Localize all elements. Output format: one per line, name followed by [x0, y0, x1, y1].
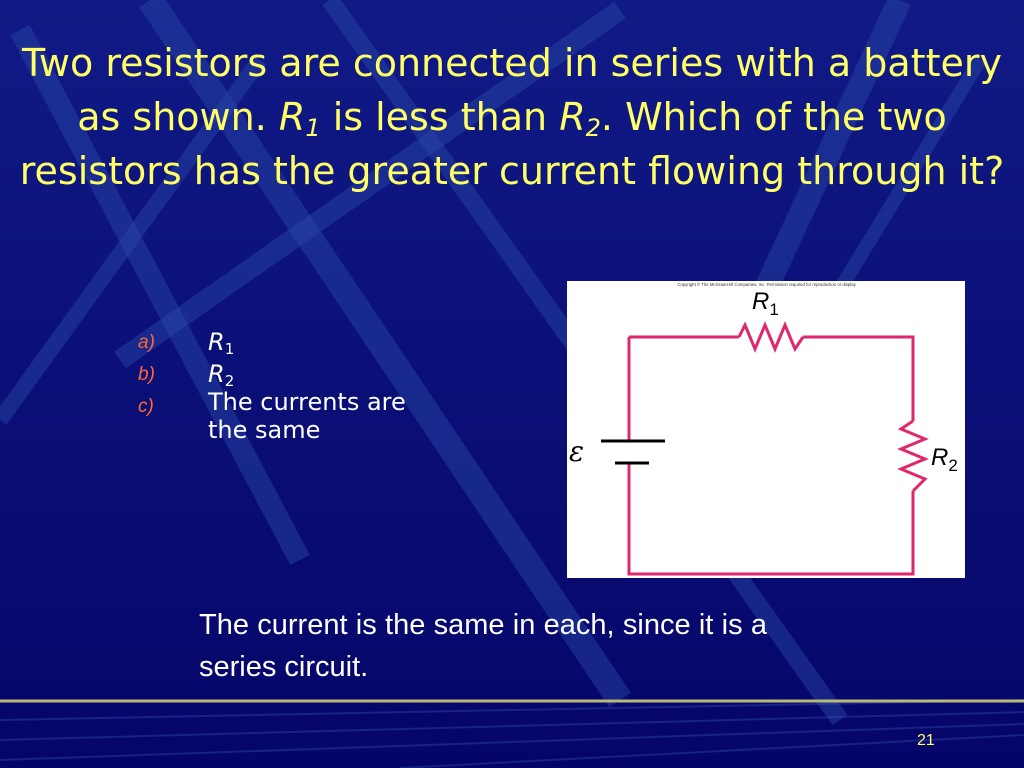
r1-label: $R_1$ [752, 288, 779, 319]
question-text: Two resistors are connected in series with a battery as shown. $R_1$ is less than $R_2$. Which of the two resistors has the greater current flowing through it? [19, 41, 1005, 193]
resistor-r1 [739, 325, 803, 349]
answer-explanation: The current is the same in each, since it is a series circuit. [199, 609, 767, 683]
question-part2: is less than [332, 95, 548, 139]
question-part4: Which of the two resistors has the greater current flowing through it? [19, 95, 1005, 193]
emf-label: ε [569, 435, 585, 468]
wire-top-right [803, 337, 913, 421]
option-b-text: $R_2$ [208, 360, 235, 390]
option-a-letter: a) [138, 332, 155, 353]
page-number: 21 [917, 732, 935, 749]
option-a-text: $R_1$ [208, 328, 235, 358]
r1-symbol: $R_1$ [278, 95, 321, 142]
question-part1: Two resistors are connected in series with a battery as shown. [22, 41, 1002, 139]
wire-right-bottom [629, 463, 913, 574]
circuit-figure [567, 281, 965, 578]
copyright-notice: Copyright © The McGraw-Hill Companies, Inc. Permission required for reproduction or display. [677, 282, 857, 287]
r2-symbol: $R_2$ [559, 95, 601, 142]
option-b-letter: b) [138, 364, 155, 385]
resistor-r2 [901, 421, 925, 491]
option-c-text: The currents are the same [208, 388, 406, 444]
circuit-diagram [567, 281, 965, 578]
option-c-letter: c) [138, 396, 154, 417]
r2-label: $R_2$ [931, 444, 958, 475]
